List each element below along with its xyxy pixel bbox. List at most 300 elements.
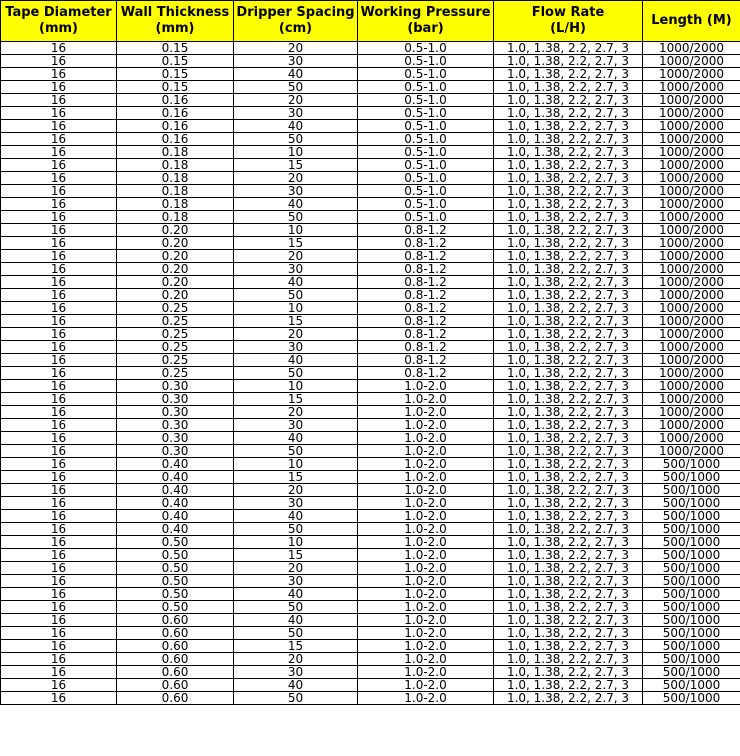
cell-tape-diameter: 16 — [1, 289, 117, 302]
cell-dripper-spacing: 30 — [234, 185, 358, 198]
cell-length: 1000/2000 — [643, 185, 740, 198]
table-row — [1, 692, 740, 705]
table-row — [1, 588, 740, 601]
table-row — [1, 328, 740, 341]
cell-flow-rate: 1.0, 1.38, 2.2, 2.7, 3 — [494, 185, 643, 198]
cell-dripper-spacing: 30 — [234, 575, 358, 588]
cell-dripper-spacing: 50 — [234, 627, 358, 640]
table-row — [1, 367, 740, 380]
cell-length: 1000/2000 — [643, 198, 740, 211]
cell-dripper-spacing: 20 — [234, 250, 358, 263]
cell-dripper-spacing: 15 — [234, 237, 358, 250]
cell-length: 1000/2000 — [643, 133, 740, 146]
cell-wall-thickness: 0.18 — [117, 159, 234, 172]
cell-length: 500/1000 — [643, 497, 740, 510]
cell-tape-diameter: 16 — [1, 211, 117, 224]
table-row — [1, 458, 740, 471]
cell-flow-rate: 1.0, 1.38, 2.2, 2.7, 3 — [494, 445, 643, 458]
cell-dripper-spacing: 20 — [234, 562, 358, 575]
cell-working-pressure: 0.8-1.2 — [358, 289, 494, 302]
table-row — [1, 68, 740, 81]
cell-wall-thickness: 0.50 — [117, 588, 234, 601]
cell-flow-rate: 1.0, 1.38, 2.2, 2.7, 3 — [494, 562, 643, 575]
cell-working-pressure: 1.0-2.0 — [358, 627, 494, 640]
header-tape-diameter: Tape Diameter (mm) — [1, 1, 117, 42]
table-row — [1, 393, 740, 406]
cell-length: 500/1000 — [643, 679, 740, 692]
cell-working-pressure: 0.5-1.0 — [358, 133, 494, 146]
cell-dripper-spacing: 20 — [234, 653, 358, 666]
table-row — [1, 679, 740, 692]
cell-dripper-spacing: 40 — [234, 354, 358, 367]
cell-dripper-spacing: 10 — [234, 458, 358, 471]
cell-wall-thickness: 0.18 — [117, 185, 234, 198]
table-row — [1, 237, 740, 250]
cell-working-pressure: 1.0-2.0 — [358, 679, 494, 692]
cell-dripper-spacing: 40 — [234, 120, 358, 133]
cell-tape-diameter: 16 — [1, 133, 117, 146]
cell-flow-rate: 1.0, 1.38, 2.2, 2.7, 3 — [494, 302, 643, 315]
cell-dripper-spacing: 20 — [234, 406, 358, 419]
cell-wall-thickness: 0.60 — [117, 614, 234, 627]
cell-wall-thickness: 0.60 — [117, 653, 234, 666]
cell-tape-diameter: 16 — [1, 614, 117, 627]
cell-length: 1000/2000 — [643, 380, 740, 393]
cell-length: 500/1000 — [643, 562, 740, 575]
cell-tape-diameter: 16 — [1, 367, 117, 380]
table-row — [1, 42, 740, 55]
table-row — [1, 341, 740, 354]
cell-length: 1000/2000 — [643, 172, 740, 185]
cell-dripper-spacing: 50 — [234, 133, 358, 146]
cell-dripper-spacing: 50 — [234, 81, 358, 94]
cell-flow-rate: 1.0, 1.38, 2.2, 2.7, 3 — [494, 224, 643, 237]
cell-wall-thickness: 0.20 — [117, 289, 234, 302]
cell-wall-thickness: 0.60 — [117, 679, 234, 692]
table-row — [1, 653, 740, 666]
cell-dripper-spacing: 50 — [234, 692, 358, 705]
cell-working-pressure: 0.5-1.0 — [358, 55, 494, 68]
cell-wall-thickness: 0.20 — [117, 224, 234, 237]
cell-flow-rate: 1.0, 1.38, 2.2, 2.7, 3 — [494, 614, 643, 627]
cell-wall-thickness: 0.30 — [117, 380, 234, 393]
cell-flow-rate: 1.0, 1.38, 2.2, 2.7, 3 — [494, 523, 643, 536]
cell-tape-diameter: 16 — [1, 549, 117, 562]
cell-working-pressure: 1.0-2.0 — [358, 471, 494, 484]
cell-length: 1000/2000 — [643, 354, 740, 367]
cell-tape-diameter: 16 — [1, 354, 117, 367]
cell-flow-rate: 1.0, 1.38, 2.2, 2.7, 3 — [494, 237, 643, 250]
cell-working-pressure: 1.0-2.0 — [358, 380, 494, 393]
table-row — [1, 484, 740, 497]
cell-dripper-spacing: 30 — [234, 263, 358, 276]
cell-length: 500/1000 — [643, 471, 740, 484]
cell-length: 500/1000 — [643, 666, 740, 679]
cell-dripper-spacing: 10 — [234, 536, 358, 549]
cell-tape-diameter: 16 — [1, 679, 117, 692]
table-row — [1, 549, 740, 562]
cell-wall-thickness: 0.20 — [117, 250, 234, 263]
cell-working-pressure: 1.0-2.0 — [358, 458, 494, 471]
cell-wall-thickness: 0.40 — [117, 458, 234, 471]
cell-flow-rate: 1.0, 1.38, 2.2, 2.7, 3 — [494, 211, 643, 224]
cell-length: 1000/2000 — [643, 159, 740, 172]
cell-flow-rate: 1.0, 1.38, 2.2, 2.7, 3 — [494, 406, 643, 419]
table-row — [1, 666, 740, 679]
header-length: Length (M) — [643, 1, 740, 42]
cell-working-pressure: 0.8-1.2 — [358, 367, 494, 380]
cell-length: 1000/2000 — [643, 445, 740, 458]
cell-tape-diameter: 16 — [1, 523, 117, 536]
cell-length: 500/1000 — [643, 484, 740, 497]
table-row — [1, 302, 740, 315]
table-row — [1, 81, 740, 94]
cell-tape-diameter: 16 — [1, 237, 117, 250]
cell-flow-rate: 1.0, 1.38, 2.2, 2.7, 3 — [494, 94, 643, 107]
table-row — [1, 406, 740, 419]
cell-working-pressure: 0.5-1.0 — [358, 68, 494, 81]
cell-tape-diameter: 16 — [1, 536, 117, 549]
cell-length: 1000/2000 — [643, 328, 740, 341]
cell-working-pressure: 0.5-1.0 — [358, 94, 494, 107]
cell-tape-diameter: 16 — [1, 120, 117, 133]
cell-dripper-spacing: 10 — [234, 302, 358, 315]
cell-wall-thickness: 0.30 — [117, 406, 234, 419]
cell-flow-rate: 1.0, 1.38, 2.2, 2.7, 3 — [494, 627, 643, 640]
cell-tape-diameter: 16 — [1, 198, 117, 211]
table-row — [1, 523, 740, 536]
cell-working-pressure: 1.0-2.0 — [358, 497, 494, 510]
cell-working-pressure: 1.0-2.0 — [358, 575, 494, 588]
cell-flow-rate: 1.0, 1.38, 2.2, 2.7, 3 — [494, 575, 643, 588]
cell-working-pressure: 1.0-2.0 — [358, 640, 494, 653]
cell-length: 1000/2000 — [643, 211, 740, 224]
cell-tape-diameter: 16 — [1, 146, 117, 159]
cell-flow-rate: 1.0, 1.38, 2.2, 2.7, 3 — [494, 81, 643, 94]
cell-length: 1000/2000 — [643, 276, 740, 289]
table-row — [1, 185, 740, 198]
cell-wall-thickness: 0.30 — [117, 393, 234, 406]
cell-working-pressure: 0.8-1.2 — [358, 354, 494, 367]
cell-length: 1000/2000 — [643, 146, 740, 159]
cell-tape-diameter: 16 — [1, 263, 117, 276]
cell-dripper-spacing: 30 — [234, 341, 358, 354]
cell-wall-thickness: 0.50 — [117, 549, 234, 562]
cell-length: 1000/2000 — [643, 81, 740, 94]
cell-wall-thickness: 0.50 — [117, 562, 234, 575]
cell-tape-diameter: 16 — [1, 107, 117, 120]
cell-working-pressure: 1.0-2.0 — [358, 536, 494, 549]
cell-length: 1000/2000 — [643, 120, 740, 133]
table-row — [1, 497, 740, 510]
cell-dripper-spacing: 20 — [234, 172, 358, 185]
cell-dripper-spacing: 20 — [234, 42, 358, 55]
table-row — [1, 224, 740, 237]
table-row — [1, 107, 740, 120]
cell-wall-thickness: 0.18 — [117, 198, 234, 211]
cell-flow-rate: 1.0, 1.38, 2.2, 2.7, 3 — [494, 276, 643, 289]
table-row — [1, 263, 740, 276]
table-row — [1, 419, 740, 432]
cell-working-pressure: 0.8-1.2 — [358, 302, 494, 315]
cell-tape-diameter: 16 — [1, 302, 117, 315]
cell-tape-diameter: 16 — [1, 380, 117, 393]
table-row — [1, 133, 740, 146]
cell-wall-thickness: 0.30 — [117, 445, 234, 458]
table-row — [1, 120, 740, 133]
cell-tape-diameter: 16 — [1, 55, 117, 68]
cell-tape-diameter: 16 — [1, 224, 117, 237]
cell-wall-thickness: 0.25 — [117, 341, 234, 354]
header-dripper-spacing: Dripper Spacing (cm) — [234, 1, 358, 42]
cell-dripper-spacing: 30 — [234, 666, 358, 679]
header-working-pressure: Working Pressure (bar) — [358, 1, 494, 42]
cell-wall-thickness: 0.40 — [117, 497, 234, 510]
cell-dripper-spacing: 50 — [234, 289, 358, 302]
cell-working-pressure: 1.0-2.0 — [358, 406, 494, 419]
cell-tape-diameter: 16 — [1, 341, 117, 354]
cell-working-pressure: 1.0-2.0 — [358, 432, 494, 445]
cell-flow-rate: 1.0, 1.38, 2.2, 2.7, 3 — [494, 471, 643, 484]
table-row — [1, 601, 740, 614]
cell-flow-rate: 1.0, 1.38, 2.2, 2.7, 3 — [494, 419, 643, 432]
cell-tape-diameter: 16 — [1, 276, 117, 289]
cell-dripper-spacing: 40 — [234, 432, 358, 445]
cell-tape-diameter: 16 — [1, 497, 117, 510]
cell-dripper-spacing: 30 — [234, 497, 358, 510]
cell-wall-thickness: 0.16 — [117, 94, 234, 107]
cell-flow-rate: 1.0, 1.38, 2.2, 2.7, 3 — [494, 393, 643, 406]
cell-dripper-spacing: 40 — [234, 588, 358, 601]
cell-flow-rate: 1.0, 1.38, 2.2, 2.7, 3 — [494, 120, 643, 133]
cell-tape-diameter: 16 — [1, 432, 117, 445]
cell-dripper-spacing: 15 — [234, 393, 358, 406]
cell-dripper-spacing: 40 — [234, 198, 358, 211]
cell-length: 1000/2000 — [643, 250, 740, 263]
cell-wall-thickness: 0.18 — [117, 211, 234, 224]
cell-length: 1000/2000 — [643, 224, 740, 237]
cell-length: 500/1000 — [643, 458, 740, 471]
cell-tape-diameter: 16 — [1, 81, 117, 94]
cell-tape-diameter: 16 — [1, 445, 117, 458]
cell-working-pressure: 0.5-1.0 — [358, 172, 494, 185]
cell-wall-thickness: 0.30 — [117, 432, 234, 445]
cell-wall-thickness: 0.40 — [117, 510, 234, 523]
cell-dripper-spacing: 15 — [234, 640, 358, 653]
cell-dripper-spacing: 15 — [234, 159, 358, 172]
cell-tape-diameter: 16 — [1, 601, 117, 614]
table-row — [1, 432, 740, 445]
cell-dripper-spacing: 10 — [234, 380, 358, 393]
cell-tape-diameter: 16 — [1, 692, 117, 705]
cell-flow-rate: 1.0, 1.38, 2.2, 2.7, 3 — [494, 250, 643, 263]
cell-wall-thickness: 0.15 — [117, 42, 234, 55]
table-row — [1, 471, 740, 484]
cell-dripper-spacing: 30 — [234, 107, 358, 120]
cell-length: 1000/2000 — [643, 68, 740, 81]
cell-flow-rate: 1.0, 1.38, 2.2, 2.7, 3 — [494, 692, 643, 705]
cell-dripper-spacing: 40 — [234, 679, 358, 692]
cell-working-pressure: 1.0-2.0 — [358, 653, 494, 666]
cell-dripper-spacing: 50 — [234, 211, 358, 224]
cell-flow-rate: 1.0, 1.38, 2.2, 2.7, 3 — [494, 289, 643, 302]
cell-working-pressure: 0.8-1.2 — [358, 224, 494, 237]
cell-tape-diameter: 16 — [1, 575, 117, 588]
cell-length: 1000/2000 — [643, 289, 740, 302]
cell-flow-rate: 1.0, 1.38, 2.2, 2.7, 3 — [494, 432, 643, 445]
cell-wall-thickness: 0.40 — [117, 484, 234, 497]
cell-tape-diameter: 16 — [1, 640, 117, 653]
cell-dripper-spacing: 15 — [234, 549, 358, 562]
table-row — [1, 315, 740, 328]
cell-tape-diameter: 16 — [1, 250, 117, 263]
cell-working-pressure: 1.0-2.0 — [358, 601, 494, 614]
cell-flow-rate: 1.0, 1.38, 2.2, 2.7, 3 — [494, 341, 643, 354]
cell-flow-rate: 1.0, 1.38, 2.2, 2.7, 3 — [494, 68, 643, 81]
cell-working-pressure: 1.0-2.0 — [358, 562, 494, 575]
cell-wall-thickness: 0.20 — [117, 237, 234, 250]
cell-working-pressure: 1.0-2.0 — [358, 692, 494, 705]
cell-wall-thickness: 0.60 — [117, 666, 234, 679]
cell-working-pressure: 0.8-1.2 — [358, 315, 494, 328]
cell-dripper-spacing: 40 — [234, 614, 358, 627]
cell-dripper-spacing: 50 — [234, 445, 358, 458]
table-row — [1, 575, 740, 588]
cell-working-pressure: 1.0-2.0 — [358, 549, 494, 562]
cell-flow-rate: 1.0, 1.38, 2.2, 2.7, 3 — [494, 159, 643, 172]
cell-wall-thickness: 0.50 — [117, 536, 234, 549]
cell-length: 1000/2000 — [643, 55, 740, 68]
cell-tape-diameter: 16 — [1, 393, 117, 406]
cell-length: 500/1000 — [643, 549, 740, 562]
cell-wall-thickness: 0.50 — [117, 601, 234, 614]
table-body — [1, 42, 740, 705]
cell-dripper-spacing: 50 — [234, 523, 358, 536]
cell-wall-thickness: 0.20 — [117, 263, 234, 276]
cell-flow-rate: 1.0, 1.38, 2.2, 2.7, 3 — [494, 328, 643, 341]
cell-length: 1000/2000 — [643, 94, 740, 107]
cell-flow-rate: 1.0, 1.38, 2.2, 2.7, 3 — [494, 367, 643, 380]
cell-wall-thickness: 0.18 — [117, 146, 234, 159]
table-row — [1, 614, 740, 627]
cell-wall-thickness: 0.16 — [117, 120, 234, 133]
cell-working-pressure: 0.5-1.0 — [358, 42, 494, 55]
header-flow-rate: Flow Rate (L/H) — [494, 1, 643, 42]
cell-length: 500/1000 — [643, 523, 740, 536]
cell-length: 1000/2000 — [643, 367, 740, 380]
cell-length: 500/1000 — [643, 653, 740, 666]
cell-wall-thickness: 0.25 — [117, 354, 234, 367]
cell-wall-thickness: 0.25 — [117, 367, 234, 380]
cell-flow-rate: 1.0, 1.38, 2.2, 2.7, 3 — [494, 458, 643, 471]
cell-working-pressure: 0.5-1.0 — [358, 198, 494, 211]
cell-length: 1000/2000 — [643, 393, 740, 406]
cell-flow-rate: 1.0, 1.38, 2.2, 2.7, 3 — [494, 198, 643, 211]
header-wall-thickness: Wall Thickness (mm) — [117, 1, 234, 42]
cell-length: 500/1000 — [643, 588, 740, 601]
cell-dripper-spacing: 30 — [234, 419, 358, 432]
cell-flow-rate: 1.0, 1.38, 2.2, 2.7, 3 — [494, 133, 643, 146]
table-row — [1, 510, 740, 523]
cell-working-pressure: 1.0-2.0 — [358, 523, 494, 536]
cell-flow-rate: 1.0, 1.38, 2.2, 2.7, 3 — [494, 549, 643, 562]
cell-flow-rate: 1.0, 1.38, 2.2, 2.7, 3 — [494, 510, 643, 523]
cell-flow-rate: 1.0, 1.38, 2.2, 2.7, 3 — [494, 263, 643, 276]
table-row — [1, 172, 740, 185]
cell-working-pressure: 0.5-1.0 — [358, 120, 494, 133]
table-row — [1, 289, 740, 302]
cell-flow-rate: 1.0, 1.38, 2.2, 2.7, 3 — [494, 484, 643, 497]
cell-tape-diameter: 16 — [1, 510, 117, 523]
cell-length: 1000/2000 — [643, 406, 740, 419]
table-row — [1, 55, 740, 68]
cell-dripper-spacing: 10 — [234, 146, 358, 159]
table-row — [1, 640, 740, 653]
cell-dripper-spacing: 10 — [234, 224, 358, 237]
cell-dripper-spacing: 15 — [234, 315, 358, 328]
cell-flow-rate: 1.0, 1.38, 2.2, 2.7, 3 — [494, 315, 643, 328]
cell-tape-diameter: 16 — [1, 653, 117, 666]
cell-tape-diameter: 16 — [1, 94, 117, 107]
cell-wall-thickness: 0.50 — [117, 575, 234, 588]
cell-wall-thickness: 0.40 — [117, 523, 234, 536]
cell-dripper-spacing: 40 — [234, 510, 358, 523]
cell-flow-rate: 1.0, 1.38, 2.2, 2.7, 3 — [494, 42, 643, 55]
cell-working-pressure: 0.8-1.2 — [358, 276, 494, 289]
cell-working-pressure: 0.5-1.0 — [358, 107, 494, 120]
table-row — [1, 211, 740, 224]
cell-length: 1000/2000 — [643, 107, 740, 120]
cell-tape-diameter: 16 — [1, 562, 117, 575]
table-row — [1, 627, 740, 640]
cell-working-pressure: 0.8-1.2 — [358, 237, 494, 250]
table-row — [1, 445, 740, 458]
cell-wall-thickness: 0.60 — [117, 640, 234, 653]
cell-wall-thickness: 0.20 — [117, 276, 234, 289]
cell-length: 1000/2000 — [643, 419, 740, 432]
cell-tape-diameter: 16 — [1, 419, 117, 432]
cell-length: 500/1000 — [643, 692, 740, 705]
table-row — [1, 276, 740, 289]
cell-working-pressure: 1.0-2.0 — [358, 445, 494, 458]
cell-flow-rate: 1.0, 1.38, 2.2, 2.7, 3 — [494, 588, 643, 601]
cell-working-pressure: 1.0-2.0 — [358, 393, 494, 406]
cell-dripper-spacing: 20 — [234, 484, 358, 497]
table-header-row — [1, 1, 740, 42]
cell-dripper-spacing: 50 — [234, 601, 358, 614]
cell-working-pressure: 1.0-2.0 — [358, 614, 494, 627]
cell-flow-rate: 1.0, 1.38, 2.2, 2.7, 3 — [494, 640, 643, 653]
cell-working-pressure: 1.0-2.0 — [358, 510, 494, 523]
cell-tape-diameter: 16 — [1, 666, 117, 679]
cell-length: 1000/2000 — [643, 315, 740, 328]
cell-working-pressure: 0.5-1.0 — [358, 159, 494, 172]
cell-wall-thickness: 0.30 — [117, 419, 234, 432]
cell-flow-rate: 1.0, 1.38, 2.2, 2.7, 3 — [494, 55, 643, 68]
cell-working-pressure: 1.0-2.0 — [358, 666, 494, 679]
cell-length: 500/1000 — [643, 614, 740, 627]
table-row — [1, 198, 740, 211]
cell-flow-rate: 1.0, 1.38, 2.2, 2.7, 3 — [494, 380, 643, 393]
cell-tape-diameter: 16 — [1, 588, 117, 601]
cell-flow-rate: 1.0, 1.38, 2.2, 2.7, 3 — [494, 107, 643, 120]
cell-wall-thickness: 0.15 — [117, 81, 234, 94]
cell-length: 500/1000 — [643, 640, 740, 653]
cell-wall-thickness: 0.16 — [117, 133, 234, 146]
cell-length: 500/1000 — [643, 601, 740, 614]
cell-working-pressure: 0.5-1.0 — [358, 211, 494, 224]
cell-length: 1000/2000 — [643, 42, 740, 55]
